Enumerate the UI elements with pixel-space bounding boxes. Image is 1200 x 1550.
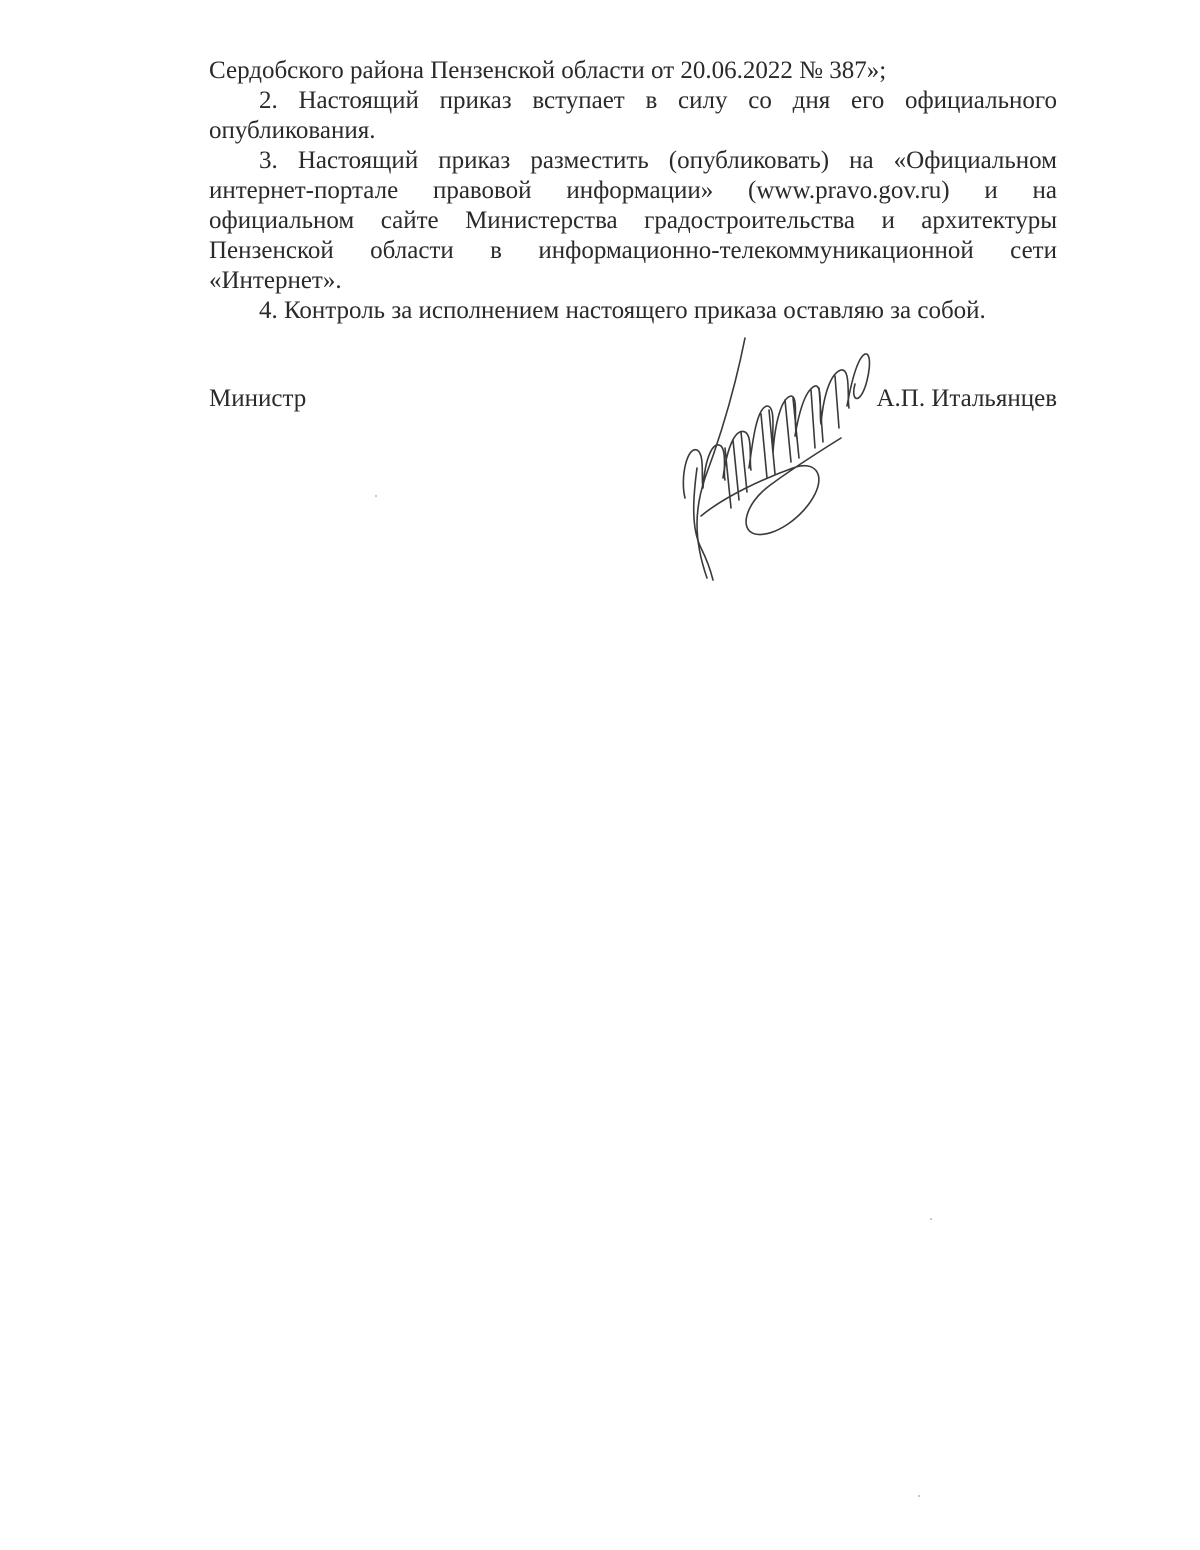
signer-name: А.П. Итальянцев xyxy=(876,385,1057,412)
scan-speck xyxy=(375,495,377,497)
paragraph-continuation: Сердобского района Пензенской области от 20.06.2022 № 387»; xyxy=(209,57,887,84)
scan-speck xyxy=(930,1218,932,1220)
paragraph-item-3: 3. Настоящий приказ разместить (опубликовать) на «Официальном интернет-портале правовой информации» (www.pravo.gov.ru) и на официальном сайте Министерства градостроительства и архитектуры Пензенской области в информационно-телекоммуникационной сети «Интернет». xyxy=(209,147,1057,294)
document-body xyxy=(209,56,1057,326)
paragraph-item-2: 2. Настоящий приказ вступает в силу со дня его официального опубликования. xyxy=(209,87,1057,144)
scan-speck xyxy=(918,1495,920,1497)
signature-block xyxy=(209,384,1057,416)
handwritten-signature xyxy=(665,328,875,583)
paragraph-item-4: 4. Контроль за исполнением настоящего приказа оставляю за собой. xyxy=(259,297,986,324)
signer-position: Министр xyxy=(209,385,307,412)
